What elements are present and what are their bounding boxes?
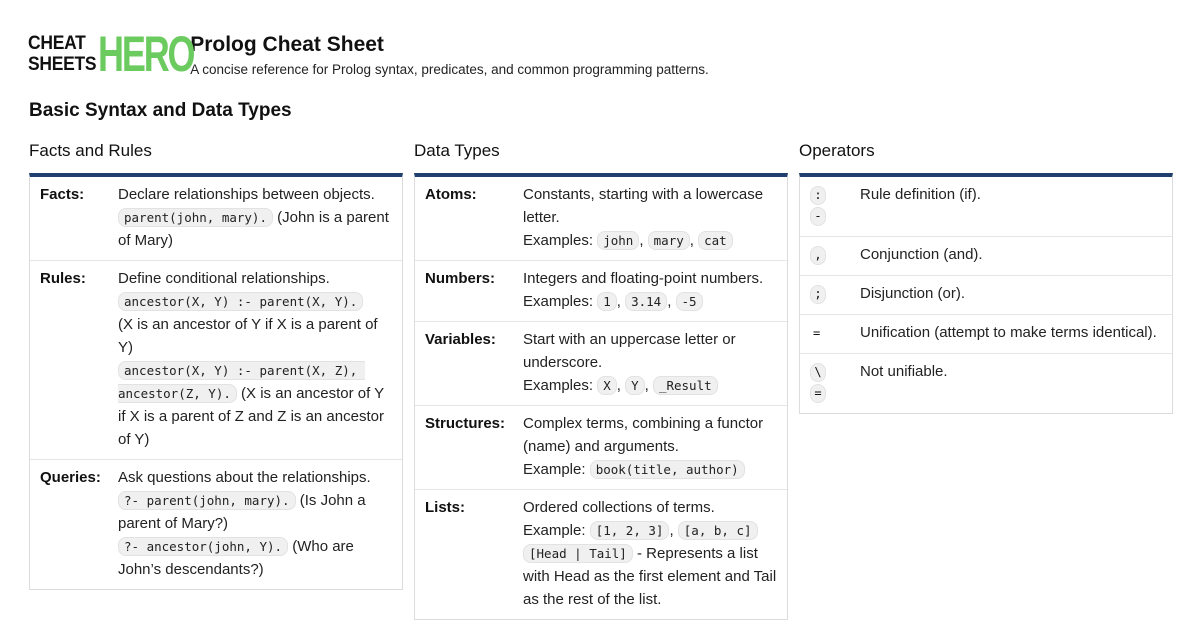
column-title: Facts and Rules — [29, 141, 152, 160]
table-row — [30, 261, 402, 460]
term-label: Queries: — [40, 469, 101, 486]
table-row — [415, 490, 787, 619]
operator-symbol: = — [813, 326, 821, 340]
code-snippet: ancestor(X, Y) :- parent(X, Z), ancestor(Z, Y). — [118, 363, 365, 401]
term-label: Atoms: — [425, 186, 477, 203]
operator-symbol: \ = — [810, 360, 860, 405]
operator-symbol: , — [810, 243, 860, 267]
code-snippet: Y — [625, 376, 645, 395]
operators-column — [799, 140, 1173, 414]
term-label: Structures: — [425, 415, 506, 432]
term-description: Ask questions about the relationships. ?- parent(john, mary). (Is John a parent of Mary?) ?- ancestor(john, Y). (Who are John’s descendants?) — [118, 469, 371, 578]
logo-line-sheets: SHEETS — [28, 54, 97, 75]
code-snippet: [a, b, c] — [678, 521, 758, 540]
code-snippet: _Result — [653, 376, 718, 395]
term-label: Facts: — [40, 186, 85, 203]
code-snippet: parent(john, mary). — [118, 208, 273, 227]
logo-wordmark — [28, 33, 96, 75]
table-row — [30, 177, 402, 261]
operator-description: Disjunction (or). — [860, 285, 966, 302]
table-row — [415, 261, 787, 322]
term-label: Numbers: — [425, 270, 496, 287]
column-title: Data Types — [414, 141, 500, 160]
logo-hero: HERO — [98, 26, 194, 82]
term-description: Declare relationships between objects. parent(john, mary). (John is a parent of Mary) — [118, 186, 389, 249]
header-titles — [190, 30, 709, 77]
term-description: Complex terms, combining a functor (name) and arguments. Example: book(title, author) — [523, 415, 764, 478]
term-description: Define conditional relationships. ancestor(X, Y) :- parent(X, Y). (X is an ancestor of Y if X is a parent of Y) ancestor(X, Y) :- parent(X, Z), ancestor(Z, Y). (X is an ancestor of Y if X is a parent of Z and Z is an ancestor of Y) — [118, 270, 384, 448]
operator-description: Conjunction (and). — [860, 246, 983, 263]
section-title: Basic Syntax and Data Types — [29, 100, 292, 121]
term-label: Rules: — [40, 270, 86, 287]
column-title: Operators — [799, 141, 875, 160]
code-snippet: mary — [648, 231, 690, 250]
code-snippet: john — [597, 231, 639, 250]
page-header — [28, 26, 709, 82]
table-row — [800, 237, 1172, 276]
code-snippet: ?- ancestor(john, Y). — [118, 537, 288, 556]
table-row — [30, 460, 402, 589]
operator-description: Rule definition (if). — [860, 186, 981, 203]
logo-line-cheat: CHEAT — [28, 33, 86, 54]
code-snippet: 1 — [597, 292, 617, 311]
table-row — [800, 276, 1172, 315]
table-row — [415, 322, 787, 406]
data-types-card — [414, 173, 788, 620]
page-subtitle: A concise reference for Prolog syntax, predicates, and common programming patterns. — [190, 62, 709, 77]
table-row — [800, 354, 1172, 413]
term-description: Integers and floating-point numbers. Examples: 1 , 3.14 , -5 — [523, 270, 764, 310]
cheatsheetshero-logo[interactable] — [28, 26, 194, 82]
code-snippet: [1, 2, 3] — [590, 521, 670, 540]
facts-and-rules-card — [29, 173, 403, 590]
operator-description: Unification (attempt to make terms identical). — [860, 324, 1157, 341]
operator-symbol: ; — [810, 282, 860, 306]
table-row — [800, 315, 1172, 354]
term-description: Start with an uppercase letter or underscore. Examples: X , Y , _Result — [523, 331, 736, 394]
code-snippet: ?- parent(john, mary). — [118, 491, 296, 510]
code-snippet: 3.14 — [625, 292, 667, 311]
facts-and-rules-column — [29, 140, 403, 590]
code-snippet: X — [597, 376, 617, 395]
table-row — [415, 177, 787, 261]
code-snippet: -5 — [676, 292, 703, 311]
operators-card — [799, 173, 1173, 414]
code-snippet: ancestor(X, Y) :- parent(X, Y). — [118, 292, 363, 311]
term-description: Constants, starting with a lowercase letter. Examples: john , mary , cat — [523, 186, 764, 249]
code-snippet: book(title, author) — [590, 460, 745, 479]
data-types-column — [414, 140, 788, 620]
code-snippet: cat — [698, 231, 733, 250]
table-row — [800, 177, 1172, 237]
operator-description: Not unifiable. — [860, 363, 948, 380]
code-snippet: [Head | Tail] — [523, 544, 633, 563]
table-row — [415, 406, 787, 490]
operator-symbol: : - — [810, 183, 860, 228]
page-title: Prolog Cheat Sheet — [190, 33, 384, 56]
term-description: Ordered collections of terms. Example: [1, 2, 3] , [a, b, c] [Head | Tail] - Represents a list with Head as the first element and Tail as the rest of the list. — [523, 499, 777, 608]
term-label: Variables: — [425, 331, 496, 348]
term-label: Lists: — [425, 499, 466, 516]
